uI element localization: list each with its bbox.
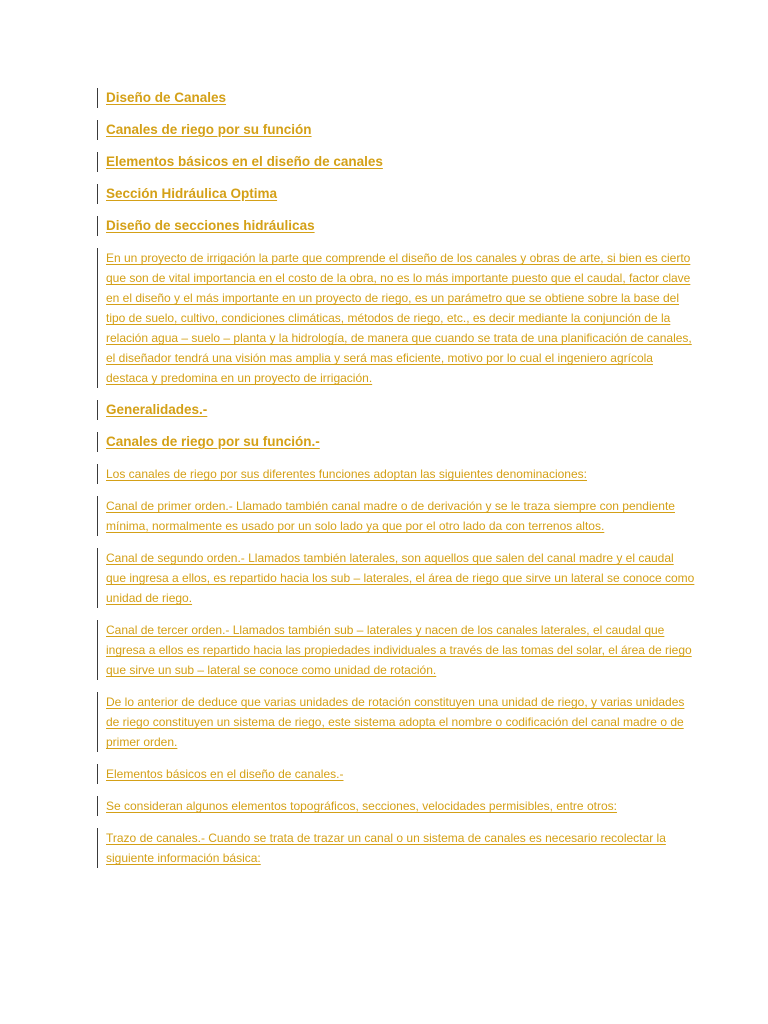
paragraph-elementos[interactable]: Se consideran algunos elementos topográficos, secciones, velocidades permisibles, entre otros: [106, 799, 617, 813]
intro-paragraph-block[interactable] [97, 248, 697, 388]
paragraph-block[interactable] [97, 828, 697, 868]
toc-item-seccion-optima[interactable] [97, 184, 697, 204]
toc-item-canales-funcion[interactable] [97, 120, 697, 140]
section-heading[interactable]: Generalidades.- [106, 402, 208, 417]
toc-link[interactable]: Diseño de secciones hidráulicas [106, 218, 315, 233]
section-heading[interactable]: Canales de riego por su función.- [106, 434, 320, 449]
paragraph-elementos-heading[interactable]: Elementos básicos en el diseño de canales.- [106, 767, 344, 781]
paragraph[interactable]: Los canales de riego por sus diferentes funciones adoptan las siguientes denominaciones: [106, 467, 587, 481]
toc-link[interactable]: Sección Hidráulica Optima [106, 186, 278, 201]
paragraph-block[interactable] [97, 764, 697, 784]
paragraph-block[interactable] [97, 548, 697, 608]
section-heading-canales-funcion[interactable] [97, 432, 697, 452]
paragraph-primer-orden[interactable]: Canal de primer orden.- Llamado también canal madre o de derivación y se le traza siempre con pendiente mínima, normalmente es usado por un solo lado ya que por el otro lado da con terrenos altos. [106, 499, 675, 533]
toc-link[interactable]: Diseño de Canales [106, 90, 227, 105]
intro-paragraph[interactable]: En un proyecto de irrigación la parte que comprende el diseño de los canales y obras de arte, si bien es cierto que son de vital importancia en el costo de la obra, no es lo más importante puesto que el caudal, factor clave en el diseño y el más importante en un proyecto de riego, es un parámetro que se obtiene sobre la base del tipo de suelo, cultivo, condiciones climáticas, métodos de riego, etc., es decir mediante la conjunción de la relación agua – suelo – planta y la hidrología, de manera que cuando se trata de una planificación de canales, el diseñador tendrá una visión mas amplia y será mas eficiente, motivo por lo cual el ingeniero agrícola destaca y predomina en un proyecto de irrigación. [106, 251, 692, 385]
paragraph-tercer-orden[interactable]: Canal de tercer orden.- Llamados también sub – laterales y nacen de los canales laterales, el caudal que ingresa a ellos es repartido hacia las propiedades individuales a través de las tomas del solar, el área de riego que sirve un sub – lateral se conoce como unidad de rotación. [106, 623, 692, 677]
paragraph-block[interactable] [97, 496, 697, 536]
paragraph-block[interactable] [97, 620, 697, 680]
toc-item-elementos-basicos[interactable] [97, 152, 697, 172]
section-heading-generalidades[interactable] [97, 400, 697, 420]
paragraph-block[interactable] [97, 692, 697, 752]
toc-item-secciones-hidraulicas[interactable] [97, 216, 697, 236]
toc-link[interactable]: Elementos básicos en el diseño de canales [106, 154, 383, 169]
paragraph-block[interactable] [97, 796, 697, 816]
paragraph-block[interactable] [97, 464, 697, 484]
paragraph-segundo-orden[interactable]: Canal de segundo orden.- Llamados también laterales, son aquellos que salen del canal madre y el caudal que ingresa a ellos, es repartido hacia los sub – laterales, el área de riego que sirve un lateral se conoce como unidad de riego. [106, 551, 695, 605]
toc-link[interactable]: Canales de riego por su función [106, 122, 312, 137]
paragraph-conclusion[interactable]: De lo anterior de deduce que varias unidades de rotación constituyen una unidad de riego, y varias unidades de riego constituyen un sistema de riego, este sistema adopta el nombre o codificación del canal madre o de primer orden. [106, 695, 685, 749]
document-page [97, 88, 697, 880]
toc-item-diseno-canales[interactable] [97, 88, 697, 108]
paragraph-trazo[interactable]: Trazo de canales.- Cuando se trata de trazar un canal o un sistema de canales es necesario recolectar la siguiente información básica: [106, 831, 666, 865]
